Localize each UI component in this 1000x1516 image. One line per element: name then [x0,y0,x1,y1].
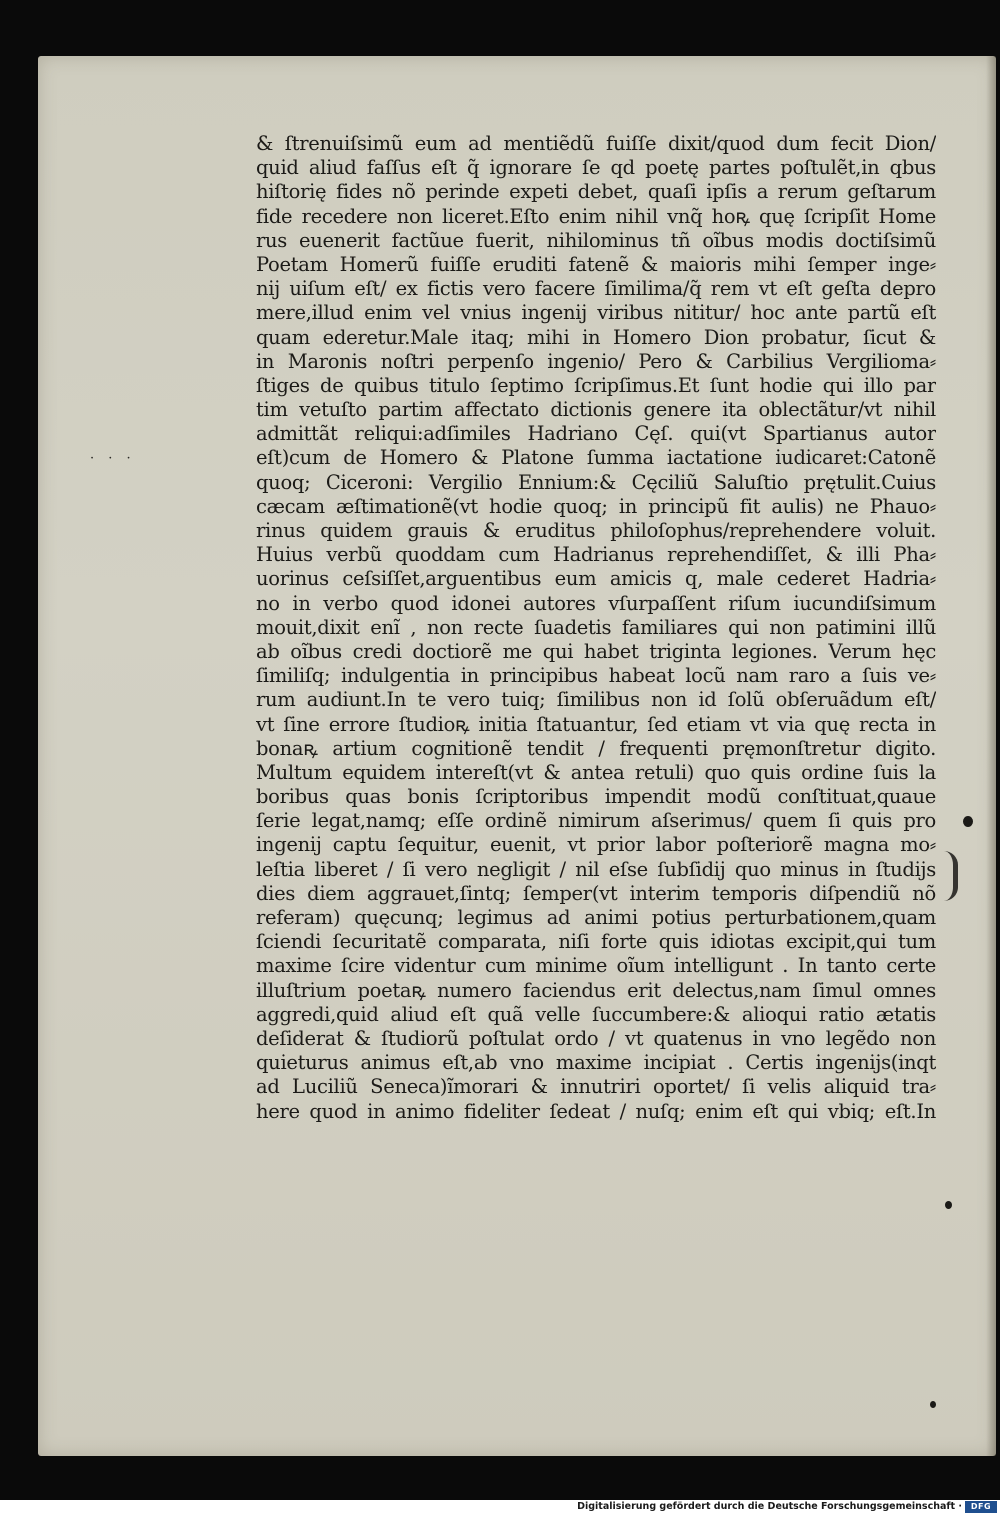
text-line: illuſtrium poetaꝶ numero faciendus erit delectus,nam ſimul omnes [256,978,936,1002]
text-line: referam) quęcunq; legimus ad animi potius perturbationem,quam [256,906,936,929]
text-line: mouit,dixit enĩ , non recte ſuadetis familiares qui non patimini illũ [256,615,936,639]
text-line: leſtia liberet / ſi vero negligit / nil eſse ſubſidij quo minus in ſtudijs [256,857,936,881]
text-line: rus euenerit factũue fuerit, nihilominus tñ oĩbus modis doctiſsimũ [256,228,936,252]
text-line: eſt)cum de Homero & Platone ſumma iactatione iudicaret:Catonẽ [256,446,936,470]
text-line: ſerie legat,namq; eſſe ordinẽ nimirum aſserimus/ quem ſi quis pro [256,809,936,833]
text-line: ingenij captu ſequitur, euenit, vt prior labor poſteriorẽ magna mo⸗ [256,833,936,857]
text-line: tim vetuſto partim affectato dictionis genere ita oblectãtur/vt nihil [256,398,936,422]
text-line: quam ederetur.Male itaq; mihi in Homero Dion probatur, ſicut & [256,325,936,349]
text-line: & ſtrenuiſsimũ eum ad mentiẽdũ fuiſſe dixit/quod dum fecit Dion/ [256,132,936,155]
text-line: Poetam Homerũ fuiſſe eruditi fatenẽ & maioris mihi ſemper inge⸗ [256,252,936,276]
text-line: uorinus ceſsiſſet,arguentibus eum amicis q, male cederet Hadria⸗ [256,567,936,591]
text-line: mere,illud enim vel vnius ingenij viribus nititur/ hoc ante partũ eſt [256,301,936,325]
text-line: deſiderat & ſtudiorũ poſtulat ordo / vt quatenus in vno legẽdo non [256,1026,936,1050]
text-line: dies diem aggrauet,ſintq; ſemper(vt interim temporis diſpendiũ nõ [256,881,936,905]
text-line: Huius verbũ quoddam cum Hadrianus reprehendiſſet, & illi Pha⸗ [256,543,936,567]
text-line: Multum equidem intereſt(vt & antea retuli) quo quis ordine ſuis la [256,760,936,784]
dfg-logo-icon: DFG [965,1501,997,1513]
ink-spot-mark [963,816,973,827]
text-line: rinus quidem grauis & eruditus philoſophus/reprehendere voluit. [256,519,936,542]
text-line: quoq; Ciceroni: Vergilio Ennium:& Cęciliũ Saluſtio prętulit.Cuius [256,470,936,494]
text-line: maxime ſcire videntur cum minime oĩum intelligunt . In tanto certe [256,954,936,978]
margin-specks: · · · [90,451,136,466]
text-line: ad Luciliũ Seneca)ĩmorari & innutriri oportet/ ſi velis aliquid tra⸗ [256,1075,936,1099]
text-line: fide recedere non liceret.Eſto enim nihil vnq̃ hoꝶ quę ſcripſit Home [256,204,936,228]
text-line: vt ſine errore ſtudioꝶ initia ſtatuantur, ſed etiam vt via quę recta in [256,712,936,736]
text-line: cæcam æſtimationẽ(vt hodie quoq; in principũ fit aulis) ne Phauo⸗ [256,494,936,518]
text-line: hiſtorię fides nõ perinde expeti debet, quaſi ipſis a rerum geſtarum [256,180,936,204]
funding-credit: Digitalisierung gefördert durch die Deutsche Forschungsgemeinschaft · [577,1501,962,1512]
page-edge-shadow [986,56,996,1456]
text-line: no in verbo quod idonei autores vſurpaſſent riſum iucundiſsimum [256,591,936,615]
text-line: ſtiges de quibus titulo ſeptimo ſcripſimus.Et ſunt hodie qui illo par [256,373,936,397]
text-line: admittãt reliqui:adſimiles Hadriano Cęſ. qui(vt Spartianus autor [256,422,936,446]
text-line: quid aliud faſſus eſt q̃ ignorare ſe qd poetę partes poſtulẽt,in qbus [256,156,936,180]
text-line: rum audiunt.In te vero tuiq; ſimilibus non id ſolũ obſeruãdum eſt/ [256,688,936,712]
text-line: bonaꝶ artium cognitionẽ tendit / frequenti pręmonſtretur digito. [256,736,936,760]
text-line: ſciendi ſecuritatẽ comparata, niſi forte quis idiotas excipit,qui tum [256,930,936,954]
book-page [38,56,996,1456]
text-line: ab oĩbus credi doctiorẽ me qui habet triginta legiones. Verum hęc [256,639,936,663]
text-line: ſimiliſq; indulgentia in principibus habeat locũ nam raro a ſuis ve⸗ [256,664,936,688]
page-text-block [256,132,936,1124]
ink-spot-mark [930,1401,936,1408]
text-line: quieturus animus eſt,ab vno maxime incipiat . Certis ingenijs(inqt [256,1051,936,1075]
margin-bracket-mark [941,851,958,901]
text-line: boribus quas bonis ſcriptoribus impendit modũ conſtituat,quaue [256,785,936,809]
ink-spot-mark [945,1201,952,1209]
text-line: in Maronis noſtri perpenſo ingenio/ Pero & Carbilius Vergilioma⸗ [256,349,936,373]
text-line: nij uiſum eſt/ ex fictis vero facere ſimilima/q̃ rem vt eſt geſta depro [256,277,936,301]
text-line: here quod in animo fideliter ſedeat / nuſq; enim eſt qui vbiq; eſt.In [256,1099,936,1123]
text-line: aggredi,quid aliud eſt quã velle ſuccumbere:& alioqui ratio ætatis [256,1002,936,1026]
